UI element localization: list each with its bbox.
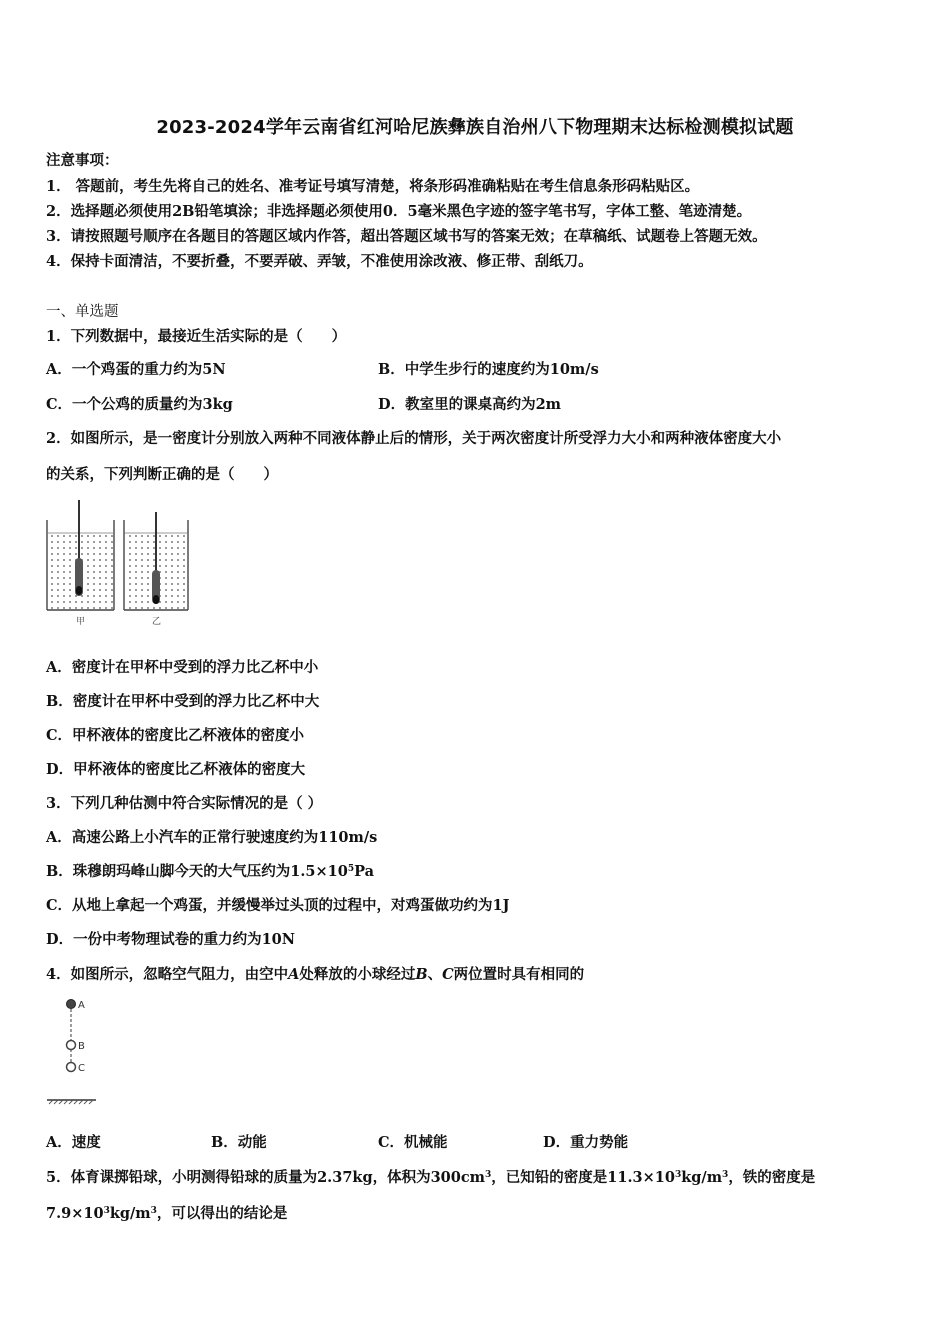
page-title: 2023-2024学年云南省红河哈尼族彝族自治州八下物理期末达标检测模拟试题 [156, 117, 794, 138]
q4-option-c: C．机械能 [378, 1134, 448, 1151]
q3-stem: 3．下列几种估测中符合实际情况的是（ ） [46, 795, 323, 812]
notice-item-2: 2．选择题必须使用2B铅笔填涂；非选择题必须使用0．5毫米黑色字迹的签字笔书写，字体工整、笔迹清楚。 [46, 203, 752, 220]
falling-ball-figure [44, 994, 104, 1106]
beaker-jia [47, 500, 114, 610]
q2-stem-line2: 的关系，下列判断正确的是（ ） [46, 466, 278, 483]
q5-stem-line2: $7.9\times 10^3kg/m^3$，可以得出的结论是 [46, 1205, 288, 1222]
ball-a [67, 1000, 76, 1009]
section-heading: 一、单选题 [46, 304, 119, 320]
q1-stem: 1．下列数据中，最接近生活实际的是（ ） [46, 328, 347, 345]
fig-label-a: A [78, 1000, 85, 1011]
q5-stem-line1: 5．体育课掷铅球，小明测得铅球的质量为2.37kg，体积为$300cm^3$，已知铅的密度是$11.3\times 10^3kg/m^3$，铁的密度是 [46, 1169, 816, 1186]
fig-label-b: B [78, 1041, 85, 1052]
q3-option-d: D．一份中考物理试卷的重力约为10N [46, 931, 296, 948]
ball-c [67, 1063, 76, 1072]
notice-item-3: 3．请按照题号顺序在各题目的答题区域内作答，超出答题区域书写的答案无效；在草稿纸、试题卷上答题无效。 [46, 228, 767, 245]
q2-stem-line1: 2．如图所示，是一密度计分别放入两种不同液体静止后的情形，关于两次密度计所受浮力大小和两种液体密度大小 [46, 430, 782, 447]
q2-option-d: D．甲杯液体的密度比乙杯液体的密度大 [46, 761, 306, 778]
fig-label-c: C [78, 1063, 85, 1074]
beaker-yi [124, 512, 188, 610]
hydrometer-figure [44, 498, 194, 628]
fig-label-jia: 甲 [76, 617, 86, 627]
q4-option-b: B．动能 [211, 1134, 267, 1151]
notice-heading: 注意事项： [46, 152, 119, 169]
notice-item-4: 4．保持卡面清洁，不要折叠，不要弄破、弄皱，不准使用涂改液、修正带、刮纸刀。 [46, 253, 593, 270]
q2-option-c: C．甲杯液体的密度比乙杯液体的密度小 [46, 727, 305, 744]
q2-option-a: A．密度计在甲杯中受到的浮力比乙杯中小 [46, 659, 319, 676]
q1-option-d: D．教室里的课桌高约为2m [378, 396, 562, 413]
q2-option-b: B．密度计在甲杯中受到的浮力比乙杯中大 [46, 693, 320, 710]
ball-b [67, 1041, 76, 1050]
q1-option-b: B．中学生步行的速度约为10m/s [378, 361, 599, 378]
q1-option-a: A．一个鸡蛋的重力约为5N [46, 361, 226, 378]
q4-option-d: D．重力势能 [543, 1134, 629, 1151]
q1-option-c: C．一个公鸡的质量约为3kg [46, 396, 233, 413]
q3-option-c: C．从地上拿起一个鸡蛋，并缓慢举过头顶的过程中，对鸡蛋做功约为1J [46, 897, 510, 914]
q4-stem: 4．如图所示，忽略空气阻力，由空中A处释放的小球经过B、C两位置时具有相同的 [46, 966, 585, 983]
q3-option-b: B．珠穆朗玛峰山脚今天的大气压约为$1.5\times 10^5Pa$ [46, 863, 374, 880]
q3-option-a: A．高速公路上小汽车的正常行驶速度约为110m/s [46, 829, 378, 846]
notice-item-1: 1． 答题前，考生先将自己的姓名、准考证号填写清楚，将条形码准确粘贴在考生信息条形码粘贴区。 [46, 178, 700, 195]
fig-label-yi: 乙 [152, 617, 162, 627]
q4-option-a: A．速度 [46, 1134, 101, 1151]
